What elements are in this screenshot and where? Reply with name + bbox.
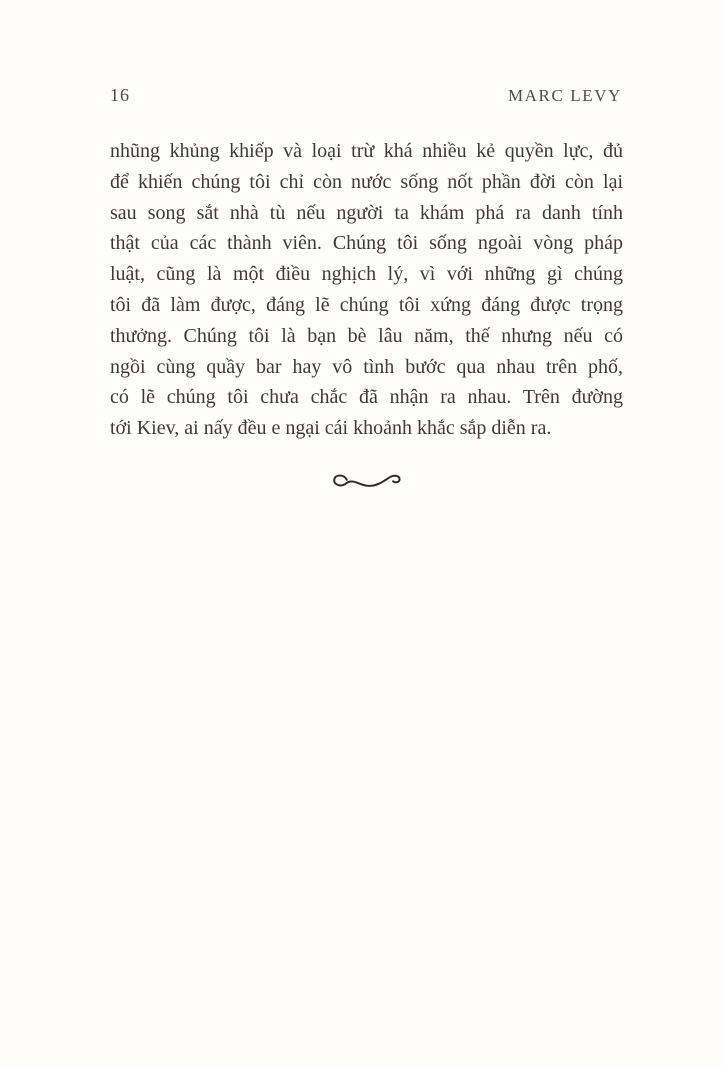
body-text — [110, 136, 623, 444]
text-line: thưởng. Chúng tôi là bạn bè lâu năm, thế nhưng nếu có — [110, 324, 623, 347]
text-line: luật, cũng là một điều nghịch lý, vì với những gì chúng — [110, 263, 623, 286]
author-header: MARC LEVY — [507, 86, 622, 105]
text-line: ngồi cùng quầy bar hay vô tình bước qua nhau trên phố, — [110, 355, 623, 378]
text-line: để khiến chúng tôi chỉ còn nước sống nốt phần đời còn lại — [110, 170, 623, 193]
text-line: tới Kiev, ai nấy đều e ngại cái khoảnh khắc sắp diễn ra. — [110, 417, 552, 440]
text-line: sau song sắt nhà tù nếu người ta khám phá ra danh tính — [110, 201, 623, 224]
text-line: có lẽ chúng tôi chưa chắc đã nhận ra nhau. Trên đường — [110, 386, 623, 409]
page-number: 16 — [110, 85, 130, 105]
text-line: nhũng khủng khiếp và loại trừ khá nhiều kẻ quyền lực, đủ — [110, 140, 623, 162]
text-line: thật của các thành viên. Chúng tôi sống ngoài vòng pháp — [110, 232, 623, 255]
text-line: tôi đã làm được, đáng lẽ chúng tôi xứng đáng được trọng — [110, 293, 623, 316]
running-head — [110, 85, 622, 106]
swash-divider-icon — [330, 466, 406, 498]
